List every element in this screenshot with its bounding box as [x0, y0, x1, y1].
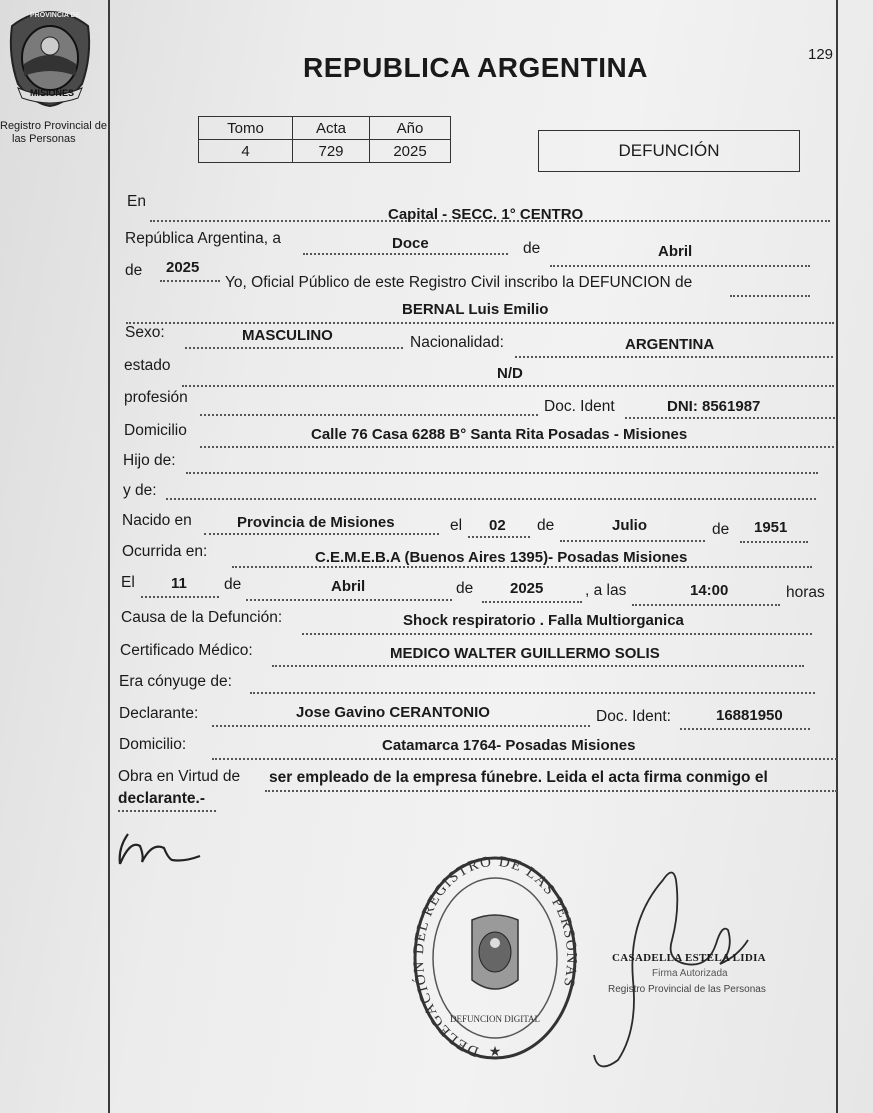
place-value: Capital - SECC. 1° CENTRO	[388, 206, 584, 223]
dots	[166, 498, 816, 500]
declarante-label: Declarante:	[119, 705, 199, 722]
domicilio2-value: Catamarca 1764- Posadas Misiones	[382, 737, 636, 754]
official-role: Firma Autorizada	[652, 968, 728, 979]
dots	[118, 810, 216, 812]
year-prefix-label: de	[125, 262, 143, 279]
sexo-value: MASCULINO	[242, 327, 333, 344]
year-value: 2025	[166, 259, 200, 276]
nacido-en-label: Nacido en	[122, 512, 192, 529]
dots	[185, 347, 403, 349]
y-de-label: y de:	[123, 482, 157, 499]
dots	[232, 566, 812, 568]
dots	[186, 472, 818, 474]
record-value-tomo: 4	[199, 140, 293, 163]
birth-month-value: Julio	[612, 517, 648, 534]
dots	[272, 665, 804, 667]
agency-line-1: Registro Provincial de	[0, 120, 107, 132]
death-time-value: 14:00	[690, 582, 729, 599]
dots	[204, 533, 439, 535]
dots	[302, 633, 812, 635]
dots	[482, 601, 582, 603]
death-day-value: 11	[171, 575, 187, 592]
official-stamp	[410, 850, 580, 1065]
dots	[200, 414, 538, 416]
dots	[212, 725, 590, 727]
dots	[515, 356, 833, 358]
dots	[740, 541, 808, 543]
estado-label: estado	[124, 357, 171, 374]
official-name: CASADELLA ESTELA LIDIA	[612, 952, 766, 964]
dots	[250, 692, 815, 694]
profesion-label: profesión	[124, 389, 188, 406]
stamp-ring-text: DELEGACIÓN DEL REGISTRO DE LAS PERSONAS	[410, 853, 580, 1060]
horas-label: horas	[786, 584, 825, 601]
dots	[182, 385, 834, 387]
dots	[303, 253, 508, 255]
hijo-de-label: Hijo de:	[123, 452, 176, 469]
day-word-value: Doce	[392, 235, 429, 252]
nacionalidad-value: ARGENTINA	[625, 336, 715, 353]
deceased-name-value: BERNAL Luis Emilio	[402, 301, 549, 318]
dots	[141, 596, 219, 598]
left-margin-line	[108, 0, 110, 1113]
nacido-en-value: Provincia de Misiones	[237, 514, 395, 531]
birth-year-value: 1951	[754, 519, 788, 536]
a-las-label: , a las	[585, 582, 627, 599]
nacionalidad-label: Nacionalidad:	[410, 334, 504, 351]
inscribo-text: Yo, Oficial Público de este Registro Civil inscribo la DEFUNCION de	[225, 274, 693, 291]
record-value-acta: 729	[293, 140, 370, 163]
dots	[680, 728, 810, 730]
right-margin-line	[836, 0, 838, 1113]
certificado-value: MEDICO WALTER GUILLERMO SOLIS	[390, 645, 660, 662]
obra-text-2: declarante.-	[118, 790, 206, 807]
birth-de-label: de	[537, 517, 555, 534]
record-value-ano: 2025	[370, 140, 451, 163]
death-month-value: Abril	[331, 578, 366, 595]
birth-day-value: 02	[489, 517, 506, 534]
death-year-value: 2025	[510, 580, 544, 597]
republica-label: República Argentina, a	[125, 230, 281, 247]
dots	[632, 604, 780, 606]
record-table	[198, 116, 451, 163]
dots	[212, 758, 837, 760]
agency-line-2: las Personas	[12, 133, 76, 145]
sexo-label: Sexo:	[125, 324, 165, 341]
ocurrida-label: Ocurrida en:	[122, 543, 208, 560]
dots	[200, 446, 834, 448]
obra-label: Obra en Virtud de	[118, 768, 241, 785]
dots	[265, 790, 837, 792]
record-header-tomo: Tomo	[199, 117, 293, 140]
record-type-box: DEFUNCIÓN	[538, 130, 800, 172]
domicilio-value: Calle 76 Casa 6288 B° Santa Rita Posadas - Misiones	[311, 426, 688, 443]
conyuge-label: Era cónyuge de:	[119, 673, 232, 690]
official-signature	[588, 860, 773, 1070]
dots	[625, 417, 835, 419]
de-label: de	[523, 240, 541, 257]
obra-text-1: ser empleado de la empresa fúnebre. Leida el acta firma conmigo el	[269, 769, 768, 786]
doc-ident2-label: Doc. Ident:	[596, 708, 671, 725]
birth-de2-label: de	[712, 521, 730, 538]
logo-text-top: PROVINCIA DE	[30, 12, 81, 19]
estado-value: N/D	[497, 365, 523, 382]
domicilio2-label: Domicilio:	[119, 736, 187, 753]
dots	[550, 265, 810, 267]
death-de2-label: de	[456, 580, 474, 597]
page-number: 129	[808, 46, 834, 63]
document-title: REPUBLICA ARGENTINA	[303, 52, 648, 83]
stamp-inner-text: DEFUNCION DIGITAL	[449, 1014, 541, 1024]
record-header-ano: Año	[370, 117, 451, 140]
month-value: Abril	[658, 243, 693, 260]
doc-ident-label: Doc. Ident	[544, 398, 615, 415]
domicilio-label: Domicilio	[124, 422, 187, 439]
record-header-acta: Acta	[293, 117, 370, 140]
el2-label: El	[121, 574, 135, 591]
dots	[246, 599, 452, 601]
ocurrida-value: C.E.M.E.B.A (Buenos Aires 1395)- Posadas Misiones	[315, 549, 688, 566]
en-label: En	[127, 193, 146, 210]
dots	[160, 280, 220, 282]
el-label: el	[450, 517, 463, 534]
causa-label: Causa de la Defunción:	[121, 609, 283, 626]
doc-ident2-value: 16881950	[716, 707, 783, 724]
official-office: Registro Provincial de las Personas	[608, 984, 766, 995]
dots	[468, 536, 530, 538]
certificado-label: Certificado Médico:	[120, 642, 253, 659]
dots	[126, 322, 834, 324]
dots	[560, 540, 705, 542]
doc-ident-value: DNI: 8561987	[667, 398, 761, 415]
dots	[730, 295, 810, 297]
causa-value: Shock respiratorio . Falla Multiorganica	[403, 612, 684, 629]
logo-text-bottom: MISIONES	[30, 88, 75, 98]
svg-text:★: ★	[488, 1044, 502, 1060]
declarant-signature	[112, 822, 212, 872]
death-de-label: de	[224, 576, 242, 593]
declarante-value: Jose Gavino CERANTONIO	[296, 704, 490, 721]
